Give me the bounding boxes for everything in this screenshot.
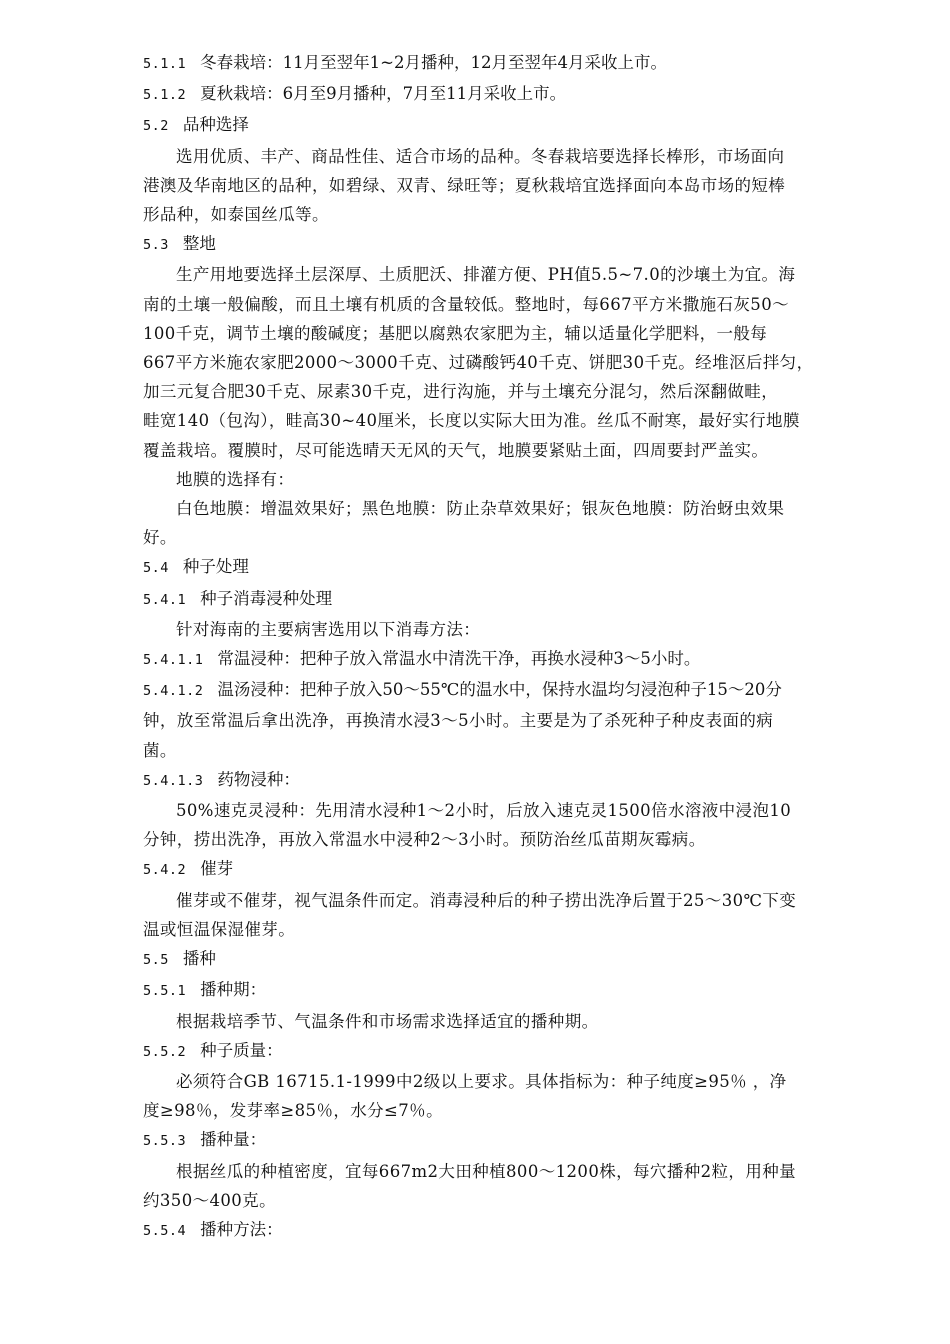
paragraph-continuation: 加三元复合肥30千克、尿素30千克，进行沟施，并与土壤充分混匀，然后深翻做畦， <box>143 382 779 402</box>
section-text: 播种 <box>182 949 216 969</box>
section-heading <box>143 552 878 583</box>
paragraph-continuation: 度≥98％，发芽率≥85％，水分≤7％。 <box>143 1101 443 1121</box>
section-number: 5.5.1 <box>143 983 187 1000</box>
paragraph-continuation: 形品种，如泰国丝瓜等。 <box>143 205 329 225</box>
section-text: 常温浸种：把种子放入常温水中清洗干净，再换水浸种3～5小时。 <box>217 649 701 669</box>
section-text: 药物浸种： <box>217 769 300 789</box>
paragraph-line: 50%速克灵浸种：先用清水浸种1～2小时，后放入速克灵1500倍水溶液中浸泡10 <box>176 801 792 821</box>
paragraph-continuation: 100千克，调节土壤的酸碱度；基肥以腐熟农家肥为主，辅以适量化学肥料，一般每 <box>143 323 768 343</box>
section-text: 催芽 <box>200 859 234 879</box>
section-text: 种子处理 <box>182 557 249 577</box>
section-heading <box>143 1125 878 1156</box>
section-heading <box>143 48 878 79</box>
section-number: 5.4.1.1 <box>143 652 204 669</box>
section-text: 品种选择 <box>182 115 249 135</box>
paragraph-continuation: 南的土壤一般偏酸，而且土壤有机质的含量较低。整地时，每667平方米撒施石灰50～ <box>143 294 789 314</box>
section-text: 播种量： <box>200 1130 267 1150</box>
section-heading <box>143 765 878 796</box>
section-text: 种子消毒浸种处理 <box>200 588 333 608</box>
section-number: 5.5.4 <box>143 1222 187 1239</box>
paragraph-line: 地膜的选择有： <box>176 469 295 489</box>
section-heading <box>143 644 878 675</box>
paragraph-line: 根据栽培季节、气温条件和市场需求选择适宜的播种期。 <box>176 1011 599 1031</box>
section-heading <box>143 675 878 706</box>
section-text: 种子质量： <box>200 1040 283 1060</box>
section-number: 5.4.1.3 <box>143 772 204 789</box>
paragraph-line: 必须符合GB 16715.1-1999中2级以上要求。具体指标为：种子纯度≥95％ ，净 <box>176 1071 787 1091</box>
section-number: 5.5.2 <box>143 1043 187 1060</box>
paragraph-line: 催芽或不催芽，视气温条件而定。消毒浸种后的种子捞出洗净后置于25～30℃下变 <box>176 890 797 910</box>
section-number: 5.4 <box>143 560 169 577</box>
paragraph-continuation: 覆盖栽培。覆膜时，尽可能选晴天无风的天气，地膜要紧贴土面，四周要封严盖实。 <box>143 440 769 460</box>
section-heading <box>143 79 878 110</box>
section-text: 夏秋栽培：6月至9月播种，7月至11月采收上市。 <box>200 84 567 104</box>
paragraph-line: 根据丝瓜的种植密度，宜每667m2大田种植800～1200株，每穴播种2粒，用种量 <box>176 1161 797 1181</box>
paragraph-continuation: 分钟，捞出洗净，再放入常温水中浸种2～3小时。预防治丝瓜苗期灰霉病。 <box>143 830 706 850</box>
section-heading <box>143 1215 878 1246</box>
paragraph-continuation: 667平方米施农家肥2000～3000千克、过磷酸钙40千克、饼肥30千克。经堆沤后拌匀， <box>143 353 814 373</box>
section-text: 温汤浸种：把种子放入50～55℃的温水中，保持水温均匀浸泡种子15～20分 <box>217 680 782 700</box>
paragraph-continuation: 钟，放至常温后拿出洗净，再换清水浸3～5小时。主要是为了杀死种子种皮表面的病 <box>143 711 774 731</box>
section-number: 5.4.1 <box>143 591 187 608</box>
section-number: 5.3 <box>143 237 169 254</box>
section-heading <box>143 584 878 615</box>
paragraph-continuation: 菌。 <box>143 740 177 760</box>
section-number: 5.5 <box>143 952 169 969</box>
section-heading <box>143 110 878 141</box>
section-text: 冬春栽培：11月至翌年1~2月播种，12月至翌年4月采收上市。 <box>200 53 667 72</box>
section-heading <box>143 229 878 260</box>
paragraph-line: 生产用地要选择土层深厚、土质肥沃、排灌方便、PH值5.5~7.0的沙壤土为宜。海 <box>176 265 796 285</box>
paragraph-line: 白色地膜：增温效果好；黑色地膜：防止杂草效果好；银灰色地膜：防治蚜虫效果 <box>176 499 785 519</box>
section-number: 5.4.1.2 <box>143 683 204 700</box>
paragraph-line: 针对海南的主要病害选用以下消毒方法： <box>176 619 481 639</box>
section-heading <box>143 944 878 975</box>
section-heading <box>143 1036 878 1067</box>
section-text: 播种方法： <box>200 1219 283 1239</box>
paragraph-continuation: 港澳及华南地区的品种，如碧绿、双青、绿旺等；夏秋栽培宜选择面向本岛市场的短棒 <box>143 175 786 195</box>
paragraph-continuation: 温或恒温保湿催芽。 <box>143 919 296 939</box>
section-text: 播种期： <box>200 980 267 1000</box>
section-number: 5.1.2 <box>143 87 187 104</box>
paragraph-continuation: 好。 <box>143 528 177 548</box>
section-text: 整地 <box>182 234 216 254</box>
section-number: 5.2 <box>143 118 169 135</box>
section-heading <box>143 975 878 1006</box>
section-number: 5.1.1 <box>143 56 187 72</box>
document-page <box>143 48 878 1246</box>
paragraph-line: 选用优质、丰产、商品性佳、适合市场的品种。冬春栽培要选择长棒形，市场面向 <box>176 146 785 166</box>
section-heading <box>143 854 878 885</box>
section-number: 5.4.2 <box>143 862 187 879</box>
paragraph-continuation: 畦宽140（包沟），畦高30~40厘米，长度以实际大田为准。丝瓜不耐寒，最好实行地膜 <box>143 411 800 431</box>
section-number: 5.5.3 <box>143 1133 187 1150</box>
paragraph-continuation: 约350～400克。 <box>143 1190 276 1210</box>
